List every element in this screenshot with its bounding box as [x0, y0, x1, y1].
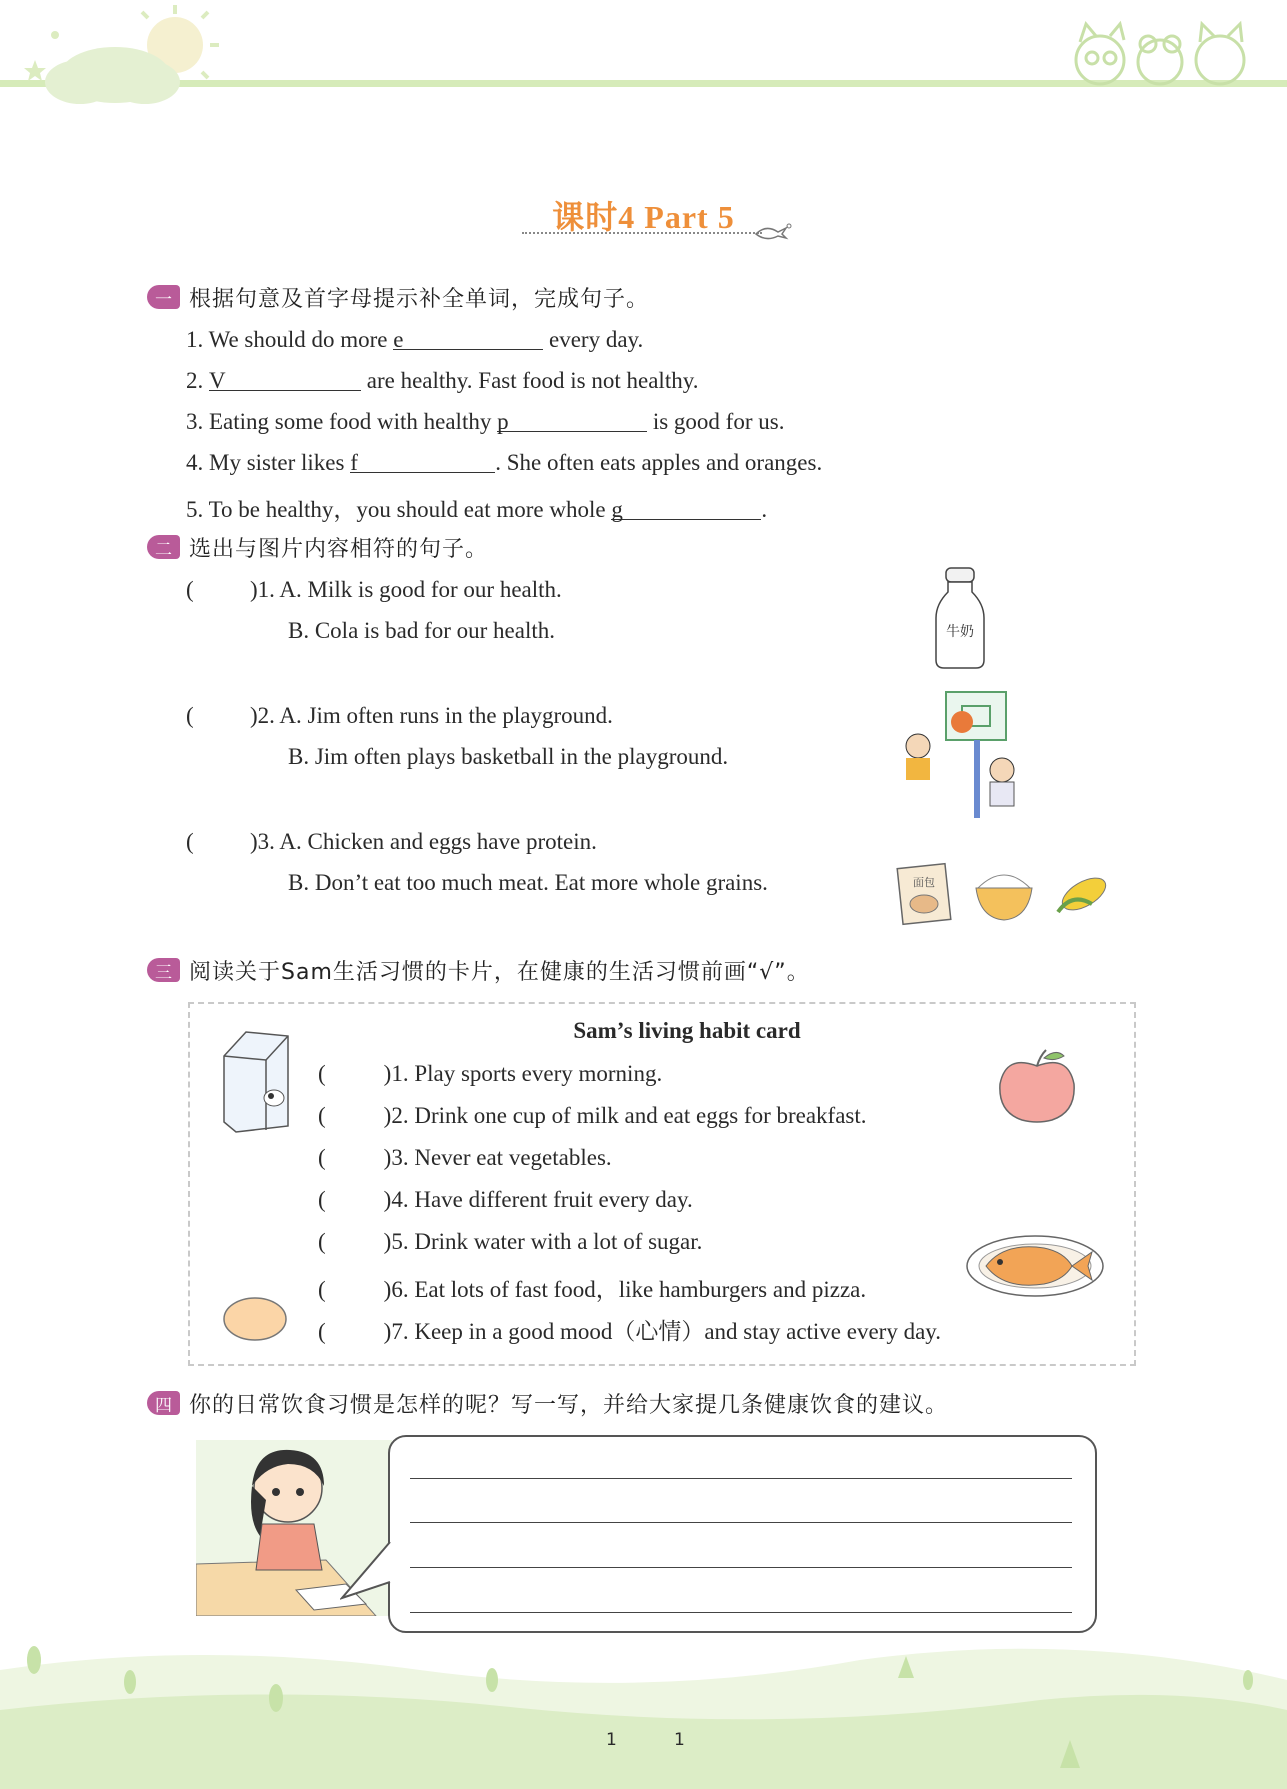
bubble-tail	[340, 1540, 392, 1600]
question-2-b: B. Jim often plays basketball in the playground.	[288, 744, 729, 769]
section-2-badge: 二	[147, 535, 180, 559]
habit-item-3	[318, 1145, 612, 1171]
section-3-header	[147, 955, 810, 985]
basketball-image	[890, 688, 1040, 818]
option-text: A. Milk is good for our health.	[279, 577, 562, 602]
fill-item-text: are healthy. Fast food is not healthy.	[366, 368, 699, 393]
fill-item-text: 4. My sister likes	[186, 450, 351, 475]
milk-bottle-image	[930, 564, 990, 672]
habit-text: )6. Eat lots of fast food，like hamburgers and pizza.	[383, 1277, 867, 1302]
fish-dish-image	[964, 1230, 1106, 1300]
fill-item-text: .	[761, 497, 768, 522]
habit-item-1	[318, 1061, 662, 1087]
question-1-b: B. Cola is bad for our health.	[288, 618, 556, 643]
option-text: A. Chicken and eggs have protein.	[279, 829, 597, 854]
question-3-a	[250, 829, 597, 855]
page-number-left: 1	[606, 1730, 617, 1750]
hint-letter: f	[350, 450, 358, 475]
fill-item-text: is good for us.	[652, 409, 785, 434]
answer-paren[interactable]: (	[318, 1229, 326, 1254]
habit-text: )5. Drink water with a lot of sugar.	[383, 1229, 703, 1254]
answer-paren[interactable]: (	[186, 703, 194, 728]
question-number: )1.	[250, 577, 275, 602]
section-3-instruction: 阅读关于Sam生活习惯的卡片，在健康的生活习惯前画“√”。	[189, 959, 810, 985]
writing-line[interactable]	[410, 1612, 1072, 1613]
hint-letter: V	[209, 368, 226, 393]
section-2-instruction: 选出与图片内容相符的句子。	[189, 536, 489, 562]
page-number-right: 1	[674, 1730, 685, 1750]
fill-item-1	[186, 327, 643, 353]
section-1-badge: 一	[147, 285, 180, 309]
writing-line[interactable]	[410, 1567, 1072, 1568]
answer-paren[interactable]: (	[318, 1187, 326, 1212]
habit-item-4	[318, 1187, 693, 1213]
section-1-header	[147, 282, 649, 312]
habit-item-6	[318, 1271, 866, 1304]
fill-item-text: every day.	[543, 327, 644, 352]
animal-faces-decoration	[1060, 20, 1260, 90]
answer-paren[interactable]: (	[318, 1145, 326, 1170]
answer-blank[interactable]	[497, 409, 647, 432]
fill-item-text: 1. We should do more	[186, 327, 394, 352]
fill-item-2	[186, 368, 698, 394]
option-text: A. Jim often runs in the playground.	[279, 703, 613, 728]
answer-paren[interactable]: (	[318, 1061, 326, 1086]
habit-text: )7. Keep in a good mood（心情）and stay active every day.	[383, 1319, 942, 1344]
answer-blank[interactable]	[393, 327, 543, 350]
section-2-header	[147, 532, 488, 562]
habit-item-2	[318, 1103, 867, 1129]
fill-item-text: . She often eats apples and oranges.	[495, 450, 823, 475]
apple-image	[994, 1046, 1080, 1126]
habit-card-title: Sam’s living habit card	[573, 1018, 801, 1043]
answer-paren[interactable]: (	[186, 577, 194, 602]
grains-image	[896, 858, 1116, 928]
hills-decoration	[0, 1630, 1287, 1789]
answer-blank[interactable]	[611, 497, 761, 520]
writing-bubble[interactable]	[388, 1435, 1097, 1633]
sun-cloud-decoration	[20, 0, 220, 115]
habit-text: )4. Have different fruit every day.	[383, 1187, 693, 1212]
answer-blank[interactable]	[209, 368, 361, 391]
habit-text: )1. Play sports every morning.	[383, 1061, 663, 1086]
answer-paren[interactable]: (	[318, 1319, 326, 1344]
page-title: 课时4 Part 5	[552, 199, 735, 235]
question-number: )3.	[250, 829, 275, 854]
fill-item-text: 5. To be healthy，you should eat more whole	[186, 497, 612, 522]
answer-paren[interactable]: (	[186, 829, 194, 854]
section-4-badge: 四	[147, 1391, 180, 1415]
section-4-instruction: 你的日常饮食习惯是怎样的呢？写一写，并给大家提几条健康饮食的建议。	[189, 1392, 949, 1418]
egg-image	[222, 1296, 288, 1342]
question-1-a	[250, 577, 562, 603]
writing-line[interactable]	[410, 1522, 1072, 1523]
question-3-b: B. Don’t eat too much meat. Eat more whole grains.	[288, 870, 768, 895]
fill-item-text: 3. Eating some food with healthy	[186, 409, 498, 434]
hint-letter: e	[393, 327, 404, 352]
bird-icon	[752, 220, 792, 244]
milk-carton-image	[216, 1026, 296, 1136]
fill-item-3	[186, 409, 784, 435]
bread-label: 面包	[913, 876, 935, 889]
question-2-a	[250, 703, 613, 729]
fill-item-4	[186, 450, 822, 476]
milk-label: 牛奶	[946, 624, 974, 640]
section-3-badge: 三	[147, 958, 180, 982]
writing-line[interactable]	[410, 1478, 1072, 1479]
fill-item-5	[186, 491, 767, 524]
hint-letter: g	[611, 497, 623, 522]
answer-blank[interactable]	[350, 450, 495, 473]
hint-letter: p	[497, 409, 509, 434]
habit-text: )3. Never eat vegetables.	[383, 1145, 612, 1170]
section-4-header	[147, 1388, 948, 1418]
habit-item-7	[318, 1313, 941, 1346]
answer-paren[interactable]: (	[318, 1277, 326, 1302]
fill-item-text: 2.	[186, 368, 209, 393]
answer-paren[interactable]: (	[318, 1103, 326, 1128]
question-number: )2.	[250, 703, 275, 728]
title-underline	[522, 232, 762, 234]
habit-item-5	[318, 1229, 702, 1255]
section-1-instruction: 根据句意及首字母提示补全单词，完成句子。	[189, 286, 650, 312]
habit-text: )2. Drink one cup of milk and eat eggs for breakfast.	[383, 1103, 867, 1128]
